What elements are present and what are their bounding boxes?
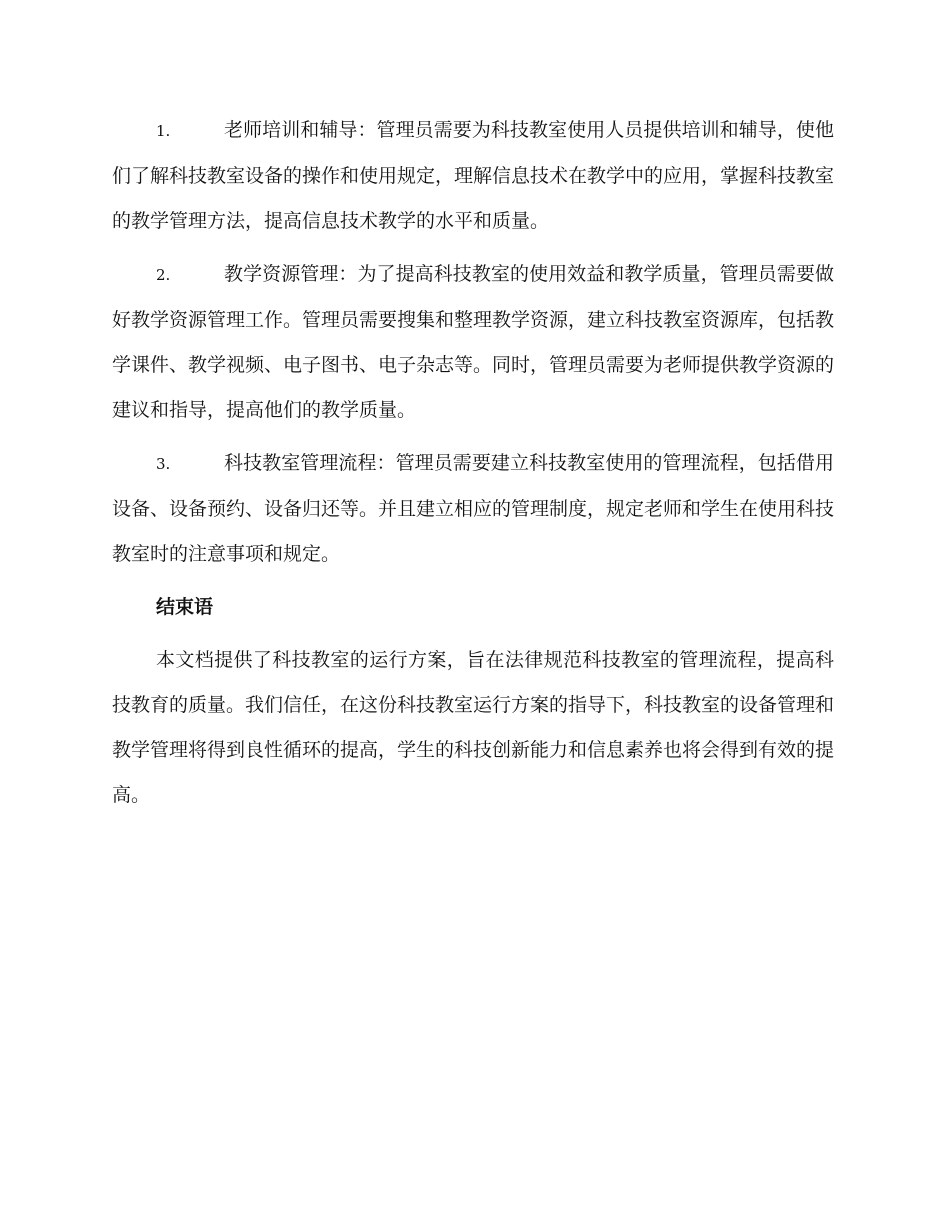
document-body <box>112 108 834 818</box>
list-item-number: 3. <box>156 455 171 473</box>
conclusion-paragraph: 本文档提供了科技教室的运行方案，旨在法律规范科技教室的管理流程，提高科技教育的质量。我们信任，在这份科技教室运行方案的指导下，科技教室的设备管理和教学管理将得到良性循环的提高，学生的科技创新能力和信息素养也将会得到有效的提高。 <box>112 649 835 806</box>
list-item <box>112 252 834 433</box>
list-item-number: 1. <box>156 122 171 140</box>
list-item-text: 教学资源管理：为了提高科技教室的使用效益和教学质量，管理员需要做好教学资源管理工作。管理员需要搜集和整理教学资源，建立科技教室资源库，包括教学课件、教学视频、电子图书、电子杂志等。同时，管理员需要为老师提供教学资源的建议和指导，提高他们的教学质量。 <box>112 263 835 421</box>
list-item <box>112 108 834 244</box>
list-item-text: 老师培训和辅导：管理员需要为科技教室使用人员提供培训和辅导，使他们了解科技教室设备的操作和使用规定，理解信息技术在教学中的应用，掌握科技教室的教学管理方法，提高信息技术教学的水平和质量。 <box>112 119 835 232</box>
list-item-number: 2. <box>156 266 171 284</box>
list-item-text: 科技教室管理流程：管理员需要建立科技教室使用的管理流程，包括借用设备、设备预约、设备归还等。并且建立相应的管理制度，规定老师和学生在使用科技教室时的注意事项和规定。 <box>112 452 835 565</box>
list-item <box>112 441 834 577</box>
conclusion-heading: 结束语 <box>156 596 214 618</box>
